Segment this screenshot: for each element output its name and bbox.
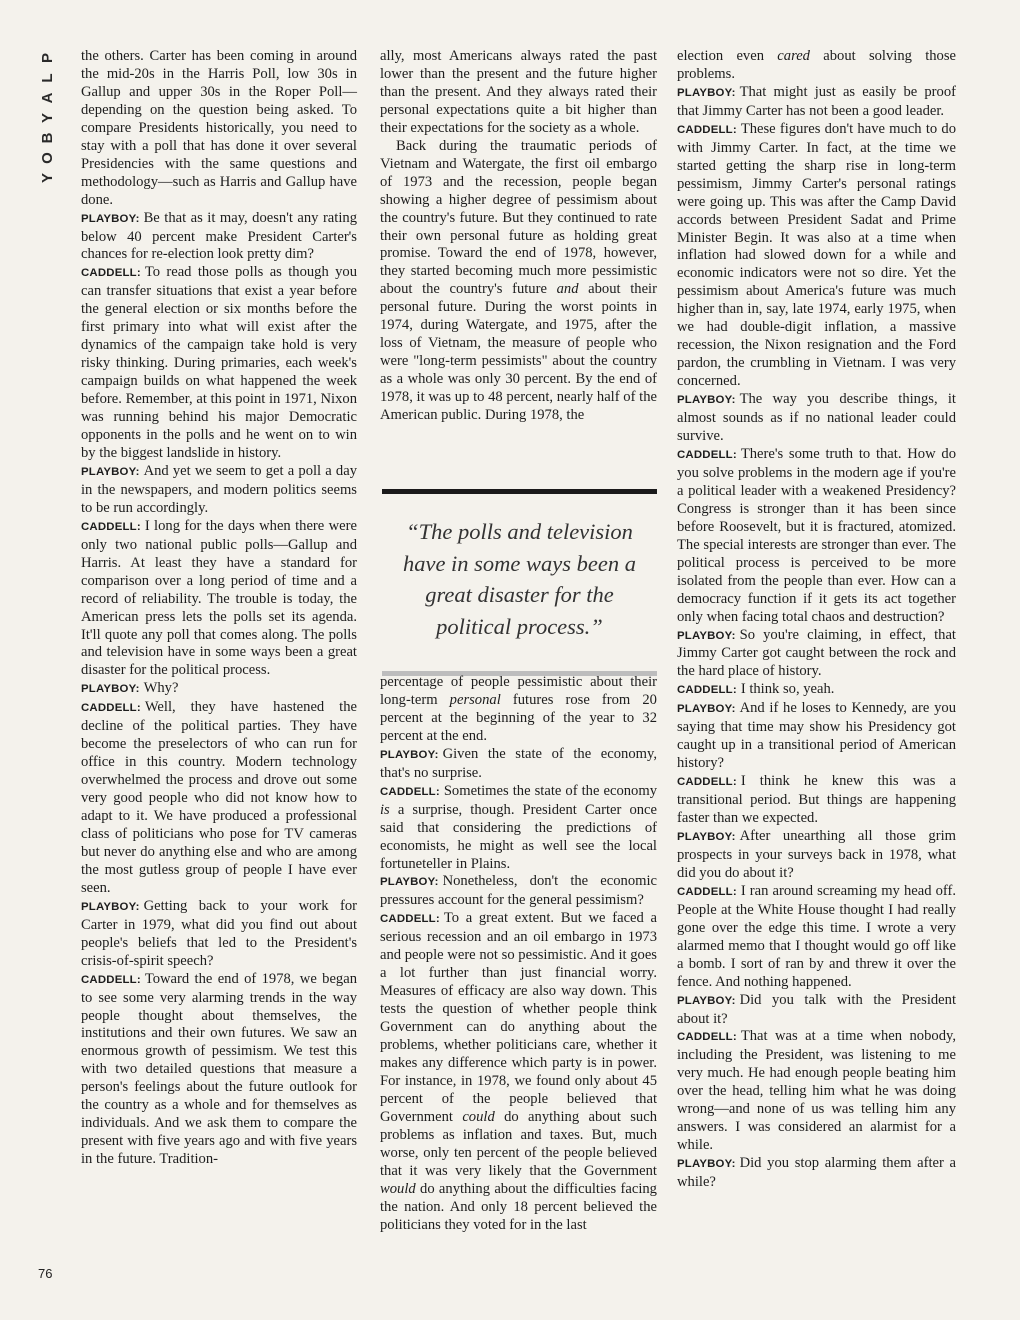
masthead-letter: L — [39, 73, 56, 83]
text-run: Back during the traumatic periods of Vietnam and Watergate, the first oil embargo of 1973 and the recession, people began showing a higher degree of pessimism about the country's future. But they continued to rate their own personal future as holding great promise. Toward the end of 1978, however, they started becoming much more pessimistic about the country's future — [380, 137, 657, 298]
speaker-caddell: CADDELL: — [81, 520, 141, 533]
question — [677, 1155, 956, 1192]
emphasis: cared — [777, 48, 810, 64]
masthead-letter: B — [39, 132, 56, 144]
speaker-playboy: PLAYBOY: — [677, 830, 736, 843]
text-run: election even — [677, 48, 765, 64]
question-text: That might just as easily be proof that Jimmy Carter has not been a good leader. — [677, 83, 956, 119]
answer — [81, 699, 357, 897]
answer — [677, 1028, 956, 1155]
answer-text: I think so, yeah. — [740, 681, 835, 698]
question-text: Did you talk with the President about it? — [677, 991, 956, 1027]
text-run: Sometimes the state of the economy — [443, 782, 657, 799]
masthead-letter: P — [39, 53, 56, 64]
answer — [81, 518, 357, 681]
speaker-caddell: CADDELL: — [677, 123, 737, 136]
answer — [677, 883, 956, 992]
answer — [677, 773, 956, 828]
answer-text: These figures don't have much to do with Jimmy Carter. In fact, at the time we started getting the sharp rise in long-term pessimism, Jimmy Carter's personal ratings were going up. This was after the Camp David accords between President Sadat and Prime Minister Begin. It was also at a time when inflation had slowed down for a while and economic indicators were not so dire. Yet the pessimism about America's future was much higher than in, say, late 1974, early 1975, when we had double-digit inflation, a massive recession, the Nixon resignation and the Ford pardon, the crumbling in Vietnam. I was very concerned. — [677, 120, 956, 390]
answer-text: Well, they have hastened the decline of the political parties. They have become the preselectors of who can run for office in this country. Modern technology overwhelmed the process and drove out some very good people who did not know how to adapt to it. We have produced a professional class of politicians who pose for TV cameras but never do anything else and who are among the most gutless group of people I have ever seen. — [81, 699, 357, 896]
text-run: a surprise, though. President Carter once said that considering the predictions of economists, he might as well see the local fortuneteller in Plains. — [380, 801, 657, 872]
speaker-playboy: PLAYBOY: — [380, 748, 439, 761]
question — [81, 463, 357, 518]
text-run: futures rose from 20 percent at the beginning of the year to 32 percent at the end. — [380, 691, 657, 744]
column-1 — [81, 48, 357, 1169]
paragraph — [380, 674, 657, 746]
paragraph: ally, most Americans always rated the past lower than the present and the future higher than the present. And they always rated their personal expectations quite a bit higher than their expectations for the society as a whole. — [380, 48, 657, 136]
question — [677, 700, 956, 773]
speaker-playboy: PLAYBOY: — [81, 465, 140, 478]
question — [677, 992, 956, 1029]
speaker-caddell: CADDELL: — [677, 885, 737, 898]
speaker-playboy: PLAYBOY: — [677, 994, 736, 1007]
answer — [81, 264, 357, 462]
speaker-caddell: CADDELL: — [81, 973, 141, 986]
answer-text: I long for the days when there were only two national public polls—Gallup and Harris. At least they have a standard for comparison over a long period of time and a record of reliability. The trouble is today, the American press lets the polls set its agenda. It'll quote any poll that comes along. The polls and television have in some ways been a great disaster for the political process. — [81, 517, 357, 679]
emphasis: is — [380, 801, 390, 818]
question-text: The way you describe things, it almost sounds as if no national leader could survive. — [677, 391, 956, 445]
question-text: Given the state of the economy, that's no surprise. — [380, 745, 657, 781]
question-text: Getting back to your work for Carter in 1979, what did you find out about people's beliefs that led to the President's crisis-of-spirit speech? — [81, 897, 357, 969]
emphasis: could — [462, 1108, 495, 1125]
text-run: percentage of people pessimistic about their long-term — [380, 674, 657, 708]
text-run: To a great extent. But we faced a serious recession and an oil embargo in 1973 and people were not so pessimistic. And it goes a lot further than just financial worry. Measures of efficacy are also way down. This tests the question of whether people think Government can do anything about the problems, whether politicians care, whether it makes any difference which party is in power. For instance, in 1978, we found only about 45 percent of the people believed that Government — [380, 910, 657, 1125]
pull-quote-box — [382, 489, 657, 676]
answer — [677, 681, 956, 700]
masthead-letter: A — [39, 92, 56, 104]
masthead-letter: Y — [39, 173, 56, 184]
answer — [81, 971, 357, 1169]
text-run: about their personal future. During the worst points in 1974, during Watergate, and 1975, after the loss of Vietnam, the measure of people who were "long-term pessimists" about the country as a whole was only 30 percent. By the end of 1978, it was up to 48 percent, nearly half of the American public. During 1978, the — [380, 281, 657, 424]
answer-text: I ran around screaming my head off. People at the White House thought I had really gone over the edge this time. I wrote a very alarmed memo that I thought would go off like a bomb. I sort of ran by and threw it over the fence. And nothing happened. — [677, 882, 956, 990]
text-run: do anything about such problems as inflation and taxes. But, much worse, only ten percent of the people believed that it was very likely that the Government — [380, 1108, 657, 1179]
question-text: So you're claiming, in effect, that Jimmy Carter got caught between the rock and the hard place of history. — [677, 626, 956, 680]
masthead-letter: O — [39, 152, 56, 164]
answer — [380, 910, 657, 1234]
magazine-masthead-vertical — [36, 48, 60, 188]
question-text: Be that as it may, doesn't any rating below 40 percent make President Carter's chances for re-election look pretty dim? — [81, 209, 357, 263]
pull-quote-rule-top — [382, 489, 657, 494]
speaker-caddell: CADDELL: — [677, 1031, 737, 1044]
speaker-caddell: CADDELL: — [677, 776, 737, 789]
speaker-playboy: PLAYBOY: — [677, 629, 736, 642]
column-2-bottom — [380, 674, 657, 1235]
question-text: Why? — [143, 680, 179, 697]
question-text: Nonetheless, don't the economic pressures account for the general pessimism? — [380, 873, 657, 909]
question-text: And if he loses to Kennedy, are you saying that time may show his Presidency got caught up in a transitional period of American history? — [677, 700, 956, 772]
pull-quote: “The polls and television have in some ways been a great disaster for the political process.” — [402, 519, 637, 639]
question — [380, 873, 657, 910]
emphasis: would — [380, 1180, 416, 1197]
speaker-caddell: CADDELL: — [380, 785, 440, 798]
question-text: And yet we seem to get a poll a day in the newspapers, and modern politics seems to be run accordingly. — [81, 462, 357, 516]
question — [677, 391, 956, 446]
answer — [677, 446, 956, 627]
speaker-caddell: CADDELL: — [677, 448, 737, 461]
paragraph — [677, 48, 956, 84]
paragraph: the others. Carter has been coming in around the mid-20s in the Harris Poll, low 30s in Gallup and upper 30s in the Roper Poll—depending on the question being asked. To compare Presidents historically, you need to stay with a poll that has done it over several Presidencies with the same questions and methodology—such as Harris and Gallup have done. — [81, 48, 357, 208]
question-text: After unearthing all those grim prospects in your surveys back in 1978, what did you do about it? — [677, 827, 956, 881]
answer-text: That was at a time when nobody, including the President, was listening to me very much. He had enough people beating him over the head, telling him what he was doing wrong—and none of us was telling him any answers. I was considered an alarmist for a while. — [677, 1028, 956, 1154]
answer-text: I think he knew this was a transitional period. But things are happening faster than we expected. — [677, 773, 956, 827]
speaker-playboy: PLAYBOY: — [380, 876, 439, 889]
question-text: Did you stop alarming them after a while? — [677, 1155, 956, 1191]
text-run: about solving those problems. — [677, 48, 957, 82]
answer-text: There's some truth to that. How do you solve problems in the modern age if you're a political leader with a weakened Presidency? Congress is stronger than it has been since before Roosevelt, but it is fractured, atomized. The special interests are stronger than ever. The political process is perceived to be more isolated from the people than ever. How can a democracy function if it gets its act together only when facing total chaos and destruction? — [677, 445, 956, 625]
speaker-playboy: PLAYBOY: — [677, 703, 736, 716]
masthead-letter: Y — [39, 113, 56, 124]
emphasis: and — [556, 281, 579, 298]
question — [81, 680, 357, 699]
answer — [380, 783, 657, 874]
speaker-caddell: CADDELL: — [677, 684, 737, 697]
column-2-top — [380, 48, 657, 425]
speaker-playboy: PLAYBOY: — [81, 212, 140, 225]
speaker-caddell: CADDELL: — [81, 267, 141, 280]
question — [677, 627, 956, 682]
question — [677, 828, 956, 883]
question — [380, 746, 657, 783]
speaker-caddell: CADDELL: — [380, 913, 440, 926]
answer — [677, 121, 956, 391]
question — [81, 898, 357, 971]
text-run: do anything about the difficulties facing the nation. And only 18 percent believed the politicians they voted for in the last — [380, 1180, 657, 1233]
paragraph — [380, 138, 657, 425]
question — [81, 210, 357, 265]
speaker-playboy: PLAYBOY: — [677, 1158, 736, 1171]
question — [677, 84, 956, 121]
speaker-playboy: PLAYBOY: — [81, 900, 140, 913]
answer-text: To read those polls as though you can transfer situations that exist a year before the general election or six months before the first primary into what will exist after the dynamics of the campaign take hold is very risky thinking. During primaries, each week's campaign builds on what happened the week before. Remember, at this point in 1971, Nixon was running behind his major Democratic opponents in the polls and he went on to win by the biggest landslide in history. — [81, 264, 357, 461]
emphasis: personal — [449, 691, 501, 708]
answer-text: Toward the end of 1978, we began to see some very alarming trends in the way people thought about themselves, the institutions and their own futures. We saw an enormous growth of pessimism. We test this with two detailed questions that measure a person's feelings about the future outlook for the country as a whole and for themselves as individuals. And we ask them to compare the present with five years ago and with five years in the future. Tradition- — [81, 970, 357, 1168]
column-3 — [677, 48, 956, 1192]
speaker-playboy: PLAYBOY: — [81, 683, 140, 696]
speaker-playboy: PLAYBOY: — [677, 394, 736, 407]
speaker-playboy: PLAYBOY: — [677, 86, 736, 99]
speaker-caddell: CADDELL: — [81, 702, 141, 715]
page-number: 76 — [38, 1266, 53, 1281]
